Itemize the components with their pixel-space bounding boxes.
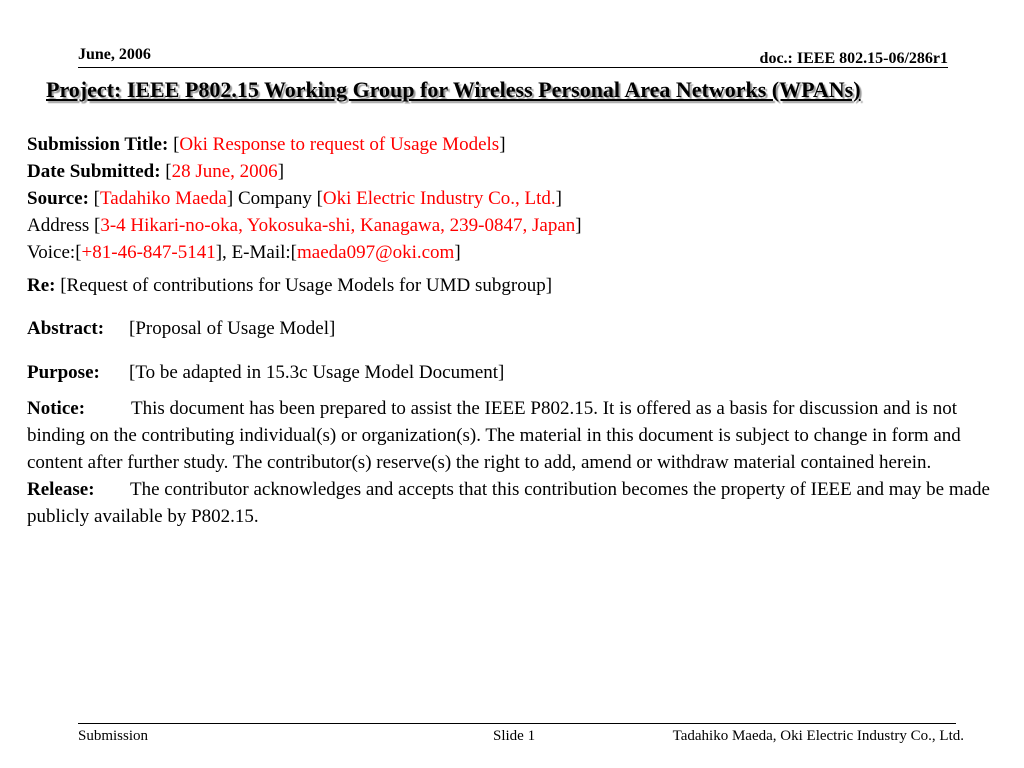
footer-author: Tadahiko Maeda, Oki Electric Industry Co., Ltd. bbox=[672, 728, 964, 744]
release-paragraph bbox=[27, 476, 1017, 530]
document-number: doc.: IEEE 802.15-06/286r1 bbox=[759, 50, 948, 67]
date-submitted-value: 28 June, 2006 bbox=[171, 161, 278, 182]
release-text: The contributor acknowledges and accepts that this contribution becomes the property of IEEE and may be made publicly available by P802.15. bbox=[27, 479, 990, 527]
email-value: maeda097@oki.com bbox=[297, 242, 455, 263]
abstract-value: [Proposal of Usage Model] bbox=[129, 318, 336, 339]
purpose-value: [To be adapted in 15.3c Usage Model Document] bbox=[129, 362, 505, 383]
address-value: 3-4 Hikari-no-oka, Yokosuka-shi, Kanagawa, 239-0847, Japan bbox=[100, 215, 576, 236]
submission-body bbox=[27, 131, 1017, 530]
abstract-line bbox=[27, 315, 1017, 342]
notice-paragraph bbox=[27, 395, 1017, 476]
release-label: Release: bbox=[27, 479, 95, 500]
contact-line: Voice:[+81-46-847-5141], E-Mail:[maeda097@oki.com] bbox=[27, 242, 461, 263]
submission-title-value: Oki Response to request of Usage Models bbox=[179, 134, 500, 155]
source-label: Source: bbox=[27, 188, 89, 209]
abstract-label: Abstract: bbox=[27, 318, 105, 339]
footer-slide-number: Slide 1 bbox=[493, 728, 536, 744]
email-label: E-Mail: bbox=[231, 242, 291, 263]
address-line: Address [3-4 Hikari-no-oka, Yokosuka-shi, Kanagawa, 239-0847, Japan] bbox=[27, 215, 582, 236]
address-label: Address bbox=[27, 215, 90, 236]
header-divider bbox=[78, 67, 948, 68]
header-date: June, 2006 bbox=[78, 46, 151, 63]
notice-text: This document has been prepared to assist the IEEE P802.15. It is offered as a basis for discussion and is not binding on the contributing individual(s) or organization(s). The material in this document is subject to change in form and content after further study. The contributor(s) reserve(s) the right to add, amend or withdraw material contained herein. bbox=[27, 398, 961, 473]
project-title: Project: IEEE P802.15 Working Group for Wireless Personal Area Networks (WPANs) bbox=[46, 77, 861, 102]
source-name: Tadahiko Maeda bbox=[100, 188, 227, 209]
notice-label: Notice: bbox=[27, 398, 86, 419]
purpose-label: Purpose: bbox=[27, 362, 100, 383]
voice-value: +81-46-847-5141 bbox=[81, 242, 216, 263]
submission-title-label: Submission Title: bbox=[27, 134, 169, 155]
voice-label: Voice: bbox=[27, 242, 76, 263]
footer-divider bbox=[78, 723, 956, 724]
date-submitted-line: Date Submitted: [28 June, 2006] bbox=[27, 161, 285, 182]
purpose-line bbox=[27, 359, 1017, 386]
footer-submission: Submission bbox=[78, 728, 149, 744]
source-line: Source: [Tadahiko Maeda] Company [Oki Electric Industry Co., Ltd.] bbox=[27, 188, 562, 209]
re-value: [Request of contributions for Usage Models for UMD subgroup] bbox=[60, 275, 553, 296]
submission-title-line: Submission Title: [Oki Response to request of Usage Models] bbox=[27, 134, 506, 155]
date-submitted-label: Date Submitted: bbox=[27, 161, 161, 182]
company-value: Oki Electric Industry Co., Ltd. bbox=[322, 188, 556, 209]
re-line bbox=[27, 272, 1017, 299]
re-label: Re: bbox=[27, 275, 56, 296]
company-label: Company bbox=[237, 188, 312, 209]
